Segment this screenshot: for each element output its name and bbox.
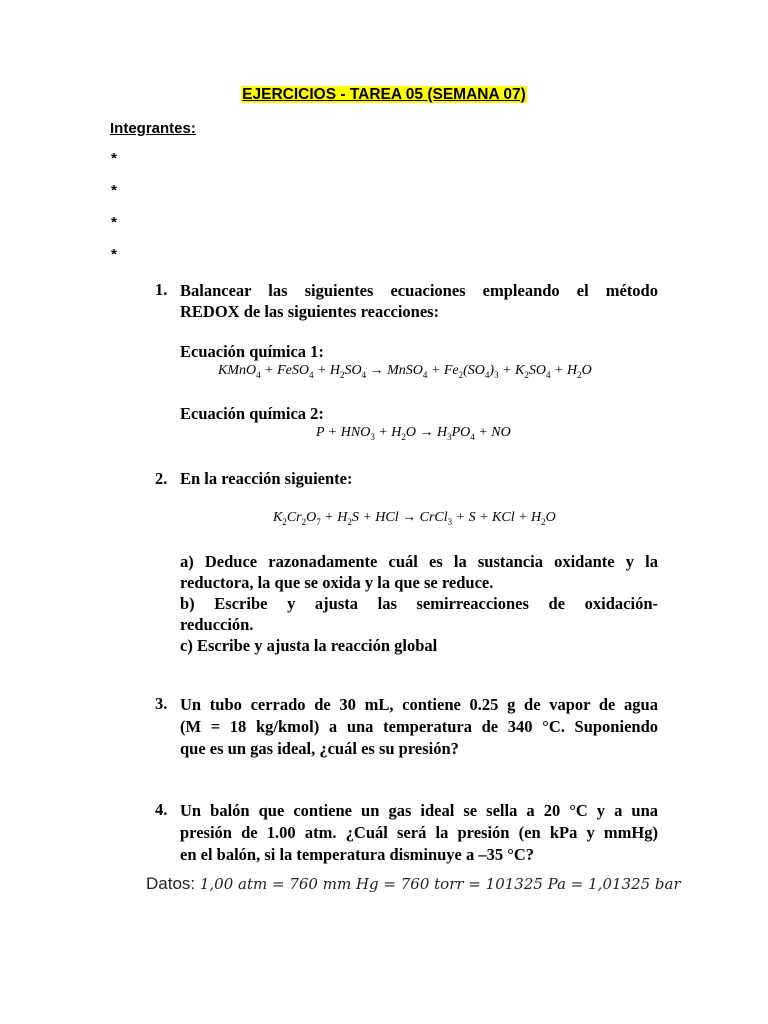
member-bullet-3: * [111,214,117,231]
exercise-1-statement [180,280,658,322]
exercise-3-statement [180,694,658,760]
exercise-2-statement: En la reacción siguiente: [180,469,353,488]
equation-2-rendered: $P + HNO_3 + H_2O \to H_3PO_4$ + NO [316,425,511,442]
exercise-3-line-2: (M = 18 kg/kmol) a una temperatura de 340 °C. Suponiendo [180,717,658,736]
exercise-1-line-2: REDOX de las siguientes reacciones: [180,302,440,321]
member-bullet-1: * [111,150,117,167]
member-bullet-2: * [111,182,117,199]
part-a-line-1: a) Deduce razonadamente cuál es la sustancia oxidante y la [180,552,658,571]
members-label: Integrantes: [110,120,196,137]
part-b-line-1: b) Escribe y ajusta las semirreacciones de oxidación- [180,594,658,613]
equation-1-label: Ecuación química 1: [180,342,324,361]
part-a-line-2: reductora, la que se oxida y la que se reduce. [180,573,494,592]
exercise-1-number: 1. [155,280,168,299]
member-bullet-4: * [111,246,117,263]
exercise-3-number: 3. [155,694,168,713]
exercise-4-number: 4. [155,800,168,819]
exercise-1-line-1: Balancear las siguientes ecuaciones empleando el método [180,281,658,300]
datos-line [146,874,681,894]
exercise-2-parts [180,551,658,656]
title-text: EJERCICIOS - TAREA 05 (SEMANA 07) [242,86,526,103]
exercise-3-line-1: Un tubo cerrado de 30 mL, contiene 0.25 g de vapor de agua [180,695,658,714]
exercise-2-number: 2. [155,469,168,488]
page-title [0,86,768,104]
exercise-4-statement [180,800,658,866]
equation-3-rendered: $K_2Cr_2O_7 + H_2S$ + HCl → CrCl$_3$ + S + KCl + $H_2O$ [273,510,556,527]
datos-label: Datos: [146,874,196,893]
equation-2-formula [316,425,511,442]
exercise-3-line-3: que es un gas ideal, ¿cuál es su presión? [180,739,459,758]
exercise-4-line-1: Un balón que contiene un gas ideal se sella a 20 °C y a una [180,801,658,820]
equation-1-rendered: KMnO$_4$ + FeSO$_4$ + $H_2SO_4$ → MnSO$_4$ + $Fe_2(SO_4)_3 + K_2SO_4 + H_2O$ [218,363,592,380]
datos-values: 1,00 atm = 760 mm Hg = 760 torr = 101325 Pa = 1,01325 bar [199,875,681,893]
exercise-4-line-2: presión de 1.00 atm. ¿Cuál será la presión (en kPa y mmHg) [180,823,658,842]
exercise-4-line-3: en el balón, si la temperatura disminuye a –35 °C? [180,845,535,864]
equation-1-formula [218,363,592,380]
equation-3-formula [273,510,556,527]
part-c: c) Escribe y ajusta la reacción global [180,636,438,655]
equation-2-label: Ecuación química 2: [180,404,324,423]
part-b-line-2: reducción. [180,615,254,634]
